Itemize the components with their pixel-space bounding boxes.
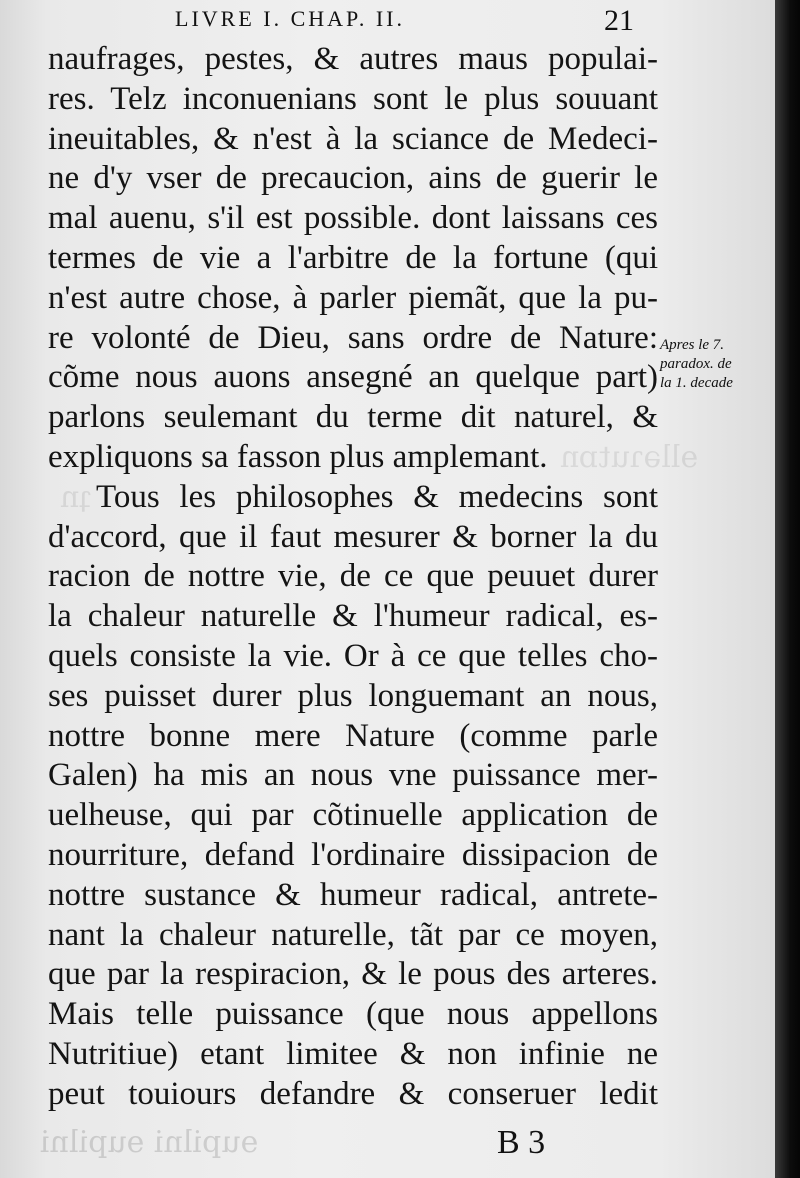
show-through: ʇn [60,480,92,515]
text-line: termes de vie a l'arbitre de la fortune (qui [48,239,658,276]
text-line: nottre sustance & humeur radical, antrete- [48,876,658,913]
margin-note-line: paradox. de [660,356,732,372]
text-line: n'est autre chose, à parler piemãt, que la pu- [48,279,658,316]
text-line: Tous les philosophes & medecins sont [96,478,658,515]
margin-note-line: la 1. decade [660,375,733,391]
text-line: nant la chaleur naturelle, tãt par ce moyen, [48,916,658,953]
page-number: 21 [604,4,634,37]
text-line: expliquons sa fasson plus amplemant. [48,438,548,475]
text-line: ineuitables, & n'est à la sciance de Medeci- [48,120,658,157]
text-line: nottre bonne mere Nature (comme parle [48,717,658,754]
text-line: ses puisset durer plus longuemant an nous, [48,677,658,714]
text-line: que par la respiracion, & le pous des arteres. [48,956,658,993]
text-line: uelheuse, qui par cõtinuelle application de [48,797,658,834]
text-line: d'accord, que il faut mesurer & borner la du [48,518,658,555]
text-line: Galen) ha mis an nous vne puissance mer- [48,757,658,794]
book-edge [775,0,800,1178]
running-head: LIVRE I. CHAP. II. [175,6,405,31]
margin-note [660,336,772,393]
text-line: la chaleur naturelle & l'humeur radical, es- [48,598,658,635]
text-line: Mais telle puissance (que nous appellons [48,996,658,1033]
text-line: naufrages, pestes, & autres maus populai- [48,41,658,77]
signature-mark: B 3 [497,1124,546,1161]
text-line: res. Telz inconuenians sont le plus souuant [48,80,658,117]
show-through: ɘupilni ɘupilni [40,1125,259,1160]
text-line: racion de nottre vie, de ce que peuuet durer [48,558,658,595]
body-text [48,40,658,1115]
text-line: Nutritiue) etant limitee & non infinie ne [48,1035,658,1072]
text-line: peut touiours defandre & conseruer ledit [48,1075,658,1112]
text-line: quels consiste la vie. Or à ce que telles cho- [48,637,658,674]
text-line: cõme nous auons ansegné an quelque part) [48,359,658,396]
text-line: mal auenu, s'il est possible. dont laissans ces [48,200,658,237]
text-line: parlons seulemant du terme dit naturel, & [48,399,658,436]
show-through: ɘlləɿutɒn [560,440,699,475]
margin-note-line: Apres le 7. [660,337,725,353]
text-line: nourriture, defand l'ordinaire dissipacion de [48,836,658,873]
text-line: re volonté de Dieu, sans ordre de Nature: [48,319,658,356]
text-line: ne d'y vser de precaucion, ains de guerir le [48,160,658,197]
